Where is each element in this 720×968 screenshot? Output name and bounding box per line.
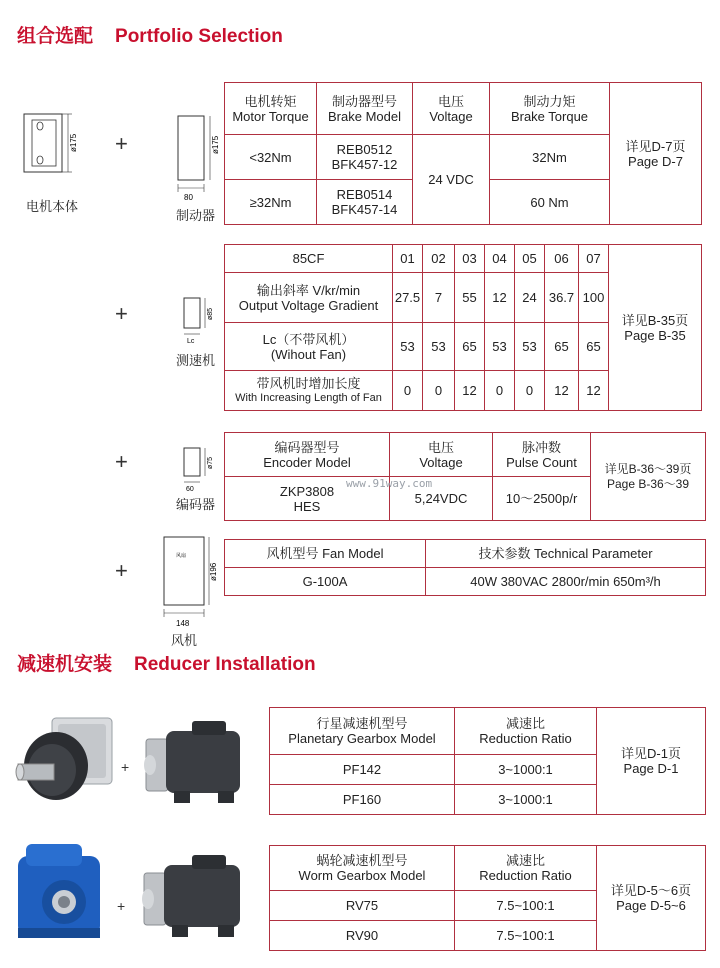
table-cell: 27.5 bbox=[393, 273, 423, 323]
tacho-drawing bbox=[178, 294, 218, 344]
planetary-gearbox-image bbox=[14, 714, 119, 814]
tacho-page-ref: 详见B-35页 Page B-35 bbox=[609, 245, 702, 411]
fan-table bbox=[224, 539, 706, 596]
table-cell: PF160 bbox=[270, 785, 455, 815]
table-cell: 0 bbox=[393, 371, 423, 411]
table-cell: 07 bbox=[579, 245, 609, 273]
watermark: www.91way.com bbox=[346, 477, 433, 490]
brake-header-voltage: 电压 Voltage bbox=[413, 83, 490, 135]
encoder-drawing bbox=[178, 444, 218, 492]
table-cell: 53 bbox=[515, 323, 545, 371]
table-cell: 0 bbox=[423, 371, 455, 411]
table-cell: 100 bbox=[579, 273, 609, 323]
table-cell: 05 bbox=[515, 245, 545, 273]
table-cell: 7.5~100:1 bbox=[455, 891, 597, 921]
table-cell: 24 bbox=[515, 273, 545, 323]
table-cell: <32Nm bbox=[225, 135, 317, 180]
plus-sign: + bbox=[121, 759, 130, 775]
planetary-table bbox=[269, 707, 706, 815]
tacho-lc-label: Lc（不带风机） (Wihout Fan) bbox=[225, 323, 393, 371]
table-cell: G-100A bbox=[225, 568, 426, 596]
encoder-dim-w: 60 bbox=[186, 486, 194, 492]
table-cell: ZKP3808 HES bbox=[225, 477, 390, 521]
tacho-table bbox=[224, 244, 702, 411]
fan-header-model: 风机型号 Fan Model bbox=[225, 540, 426, 568]
planetary-header-ratio: 减速比 Reduction Ratio bbox=[455, 708, 597, 755]
table-cell: 7 bbox=[423, 273, 455, 323]
encoder-label: 编码器 bbox=[176, 497, 216, 512]
encoder-table bbox=[224, 432, 706, 521]
section-title-en: Reducer Installation bbox=[134, 654, 316, 675]
table-cell: 55 bbox=[455, 273, 485, 323]
plus-sign: + bbox=[115, 301, 128, 326]
table-cell: 01 bbox=[393, 245, 423, 273]
table-cell: REB0514 BFK457-14 bbox=[317, 180, 413, 225]
brake-header-torque: 电机转矩 Motor Torque bbox=[225, 83, 317, 135]
brake-header-model: 制动器型号 Brake Model bbox=[317, 83, 413, 135]
worm-header-ratio: 减速比 Reduction Ratio bbox=[455, 846, 597, 891]
plus-sign: + bbox=[115, 558, 128, 583]
fan-inner-text: 风扇 bbox=[176, 553, 187, 559]
worm-table bbox=[269, 845, 706, 951]
table-cell: 0 bbox=[485, 371, 515, 411]
table-cell: RV75 bbox=[270, 891, 455, 921]
planetary-header-model: 行星减速机型号 Planetary Gearbox Model bbox=[270, 708, 455, 755]
table-cell: 65 bbox=[545, 323, 579, 371]
section-title-cn: 组合选配 bbox=[17, 26, 94, 47]
tacho-dim-w: Lc bbox=[187, 338, 195, 344]
plus-sign: + bbox=[117, 898, 126, 914]
fan-label: 风机 bbox=[171, 633, 198, 648]
encoder-page-ref: 详见B-36～39页 Page B-36～39 bbox=[591, 433, 706, 521]
worm-gearbox-image bbox=[12, 840, 117, 950]
fan-dim-d: ø196 bbox=[209, 562, 218, 581]
section-title-en: Portfolio Selection bbox=[115, 26, 283, 47]
brake-dim-d: ø175 bbox=[211, 135, 220, 154]
plus-sign: + bbox=[115, 131, 128, 156]
tacho-dim-d: ø85 bbox=[207, 307, 214, 320]
brake-voltage: 24 VDC bbox=[413, 135, 490, 225]
motor-dim-text: ø175 bbox=[69, 133, 78, 152]
table-cell: 0 bbox=[515, 371, 545, 411]
table-cell: 12 bbox=[485, 273, 515, 323]
table-cell: ≥32Nm bbox=[225, 180, 317, 225]
tacho-label: 测速机 bbox=[176, 353, 216, 368]
brake-table bbox=[224, 82, 702, 225]
table-cell: 65 bbox=[579, 323, 609, 371]
motor-label: 电机本体 bbox=[26, 199, 79, 214]
table-cell: 06 bbox=[545, 245, 579, 273]
encoder-header-pulse: 脉冲数 Pulse Count bbox=[493, 433, 591, 477]
brake-label: 制动器 bbox=[176, 208, 216, 223]
encoder-dim-d: ø75 bbox=[207, 456, 214, 469]
fan-drawing bbox=[160, 533, 220, 628]
planetary-page-ref: 详见D-1页 Page D-1 bbox=[597, 708, 706, 815]
table-cell: 3~1000:1 bbox=[455, 755, 597, 785]
table-cell: 03 bbox=[455, 245, 485, 273]
table-cell: 65 bbox=[455, 323, 485, 371]
table-cell: PF142 bbox=[270, 755, 455, 785]
table-cell: REB0512 BFK457-12 bbox=[317, 135, 413, 180]
table-cell: 12 bbox=[455, 371, 485, 411]
table-cell: 3~1000:1 bbox=[455, 785, 597, 815]
table-cell: 10～2500p/r bbox=[493, 477, 591, 521]
motor-image bbox=[136, 851, 248, 943]
table-cell: 53 bbox=[393, 323, 423, 371]
worm-header-model: 蜗轮减速机型号 Worm Gearbox Model bbox=[270, 846, 455, 891]
brake-dim-w: 80 bbox=[184, 193, 193, 202]
tacho-fan-length-label: 带风机时增加长度 With Increasing Length of Fan bbox=[225, 371, 393, 411]
motor-image bbox=[138, 717, 248, 809]
table-cell: 12 bbox=[579, 371, 609, 411]
section-title-cn: 减速机安装 bbox=[17, 654, 113, 675]
fan-header-param: 技术参数 Technical Parameter bbox=[426, 540, 706, 568]
table-cell: 32Nm bbox=[490, 135, 610, 180]
table-cell: 53 bbox=[485, 323, 515, 371]
table-cell: 5,24VDC bbox=[390, 477, 493, 521]
table-cell: 7.5~100:1 bbox=[455, 921, 597, 951]
table-cell: 02 bbox=[423, 245, 455, 273]
tacho-model: 85CF bbox=[225, 245, 393, 273]
table-cell: 40W 380VAC 2800r/min 650m³/h bbox=[426, 568, 706, 596]
fan-dim-w: 148 bbox=[176, 619, 190, 628]
brake-drawing bbox=[172, 110, 222, 205]
table-cell: 12 bbox=[545, 371, 579, 411]
table-cell: 53 bbox=[423, 323, 455, 371]
motor-body-drawing bbox=[22, 112, 82, 182]
encoder-header-voltage: 电压 Voltage bbox=[390, 433, 493, 477]
brake-page-ref: 详见D-7页 Page D-7 bbox=[610, 83, 702, 225]
table-cell: 36.7 bbox=[545, 273, 579, 323]
worm-page-ref: 详见D-5～6页 Page D-5~6 bbox=[597, 846, 706, 951]
table-cell: 60 Nm bbox=[490, 180, 610, 225]
table-cell: RV90 bbox=[270, 921, 455, 951]
section-title-reducer bbox=[17, 649, 316, 676]
table-cell: 04 bbox=[485, 245, 515, 273]
section-title-portfolio bbox=[17, 21, 283, 48]
encoder-header-model: 编码器型号 Encoder Model bbox=[225, 433, 390, 477]
plus-sign: + bbox=[115, 449, 128, 474]
brake-header-brake-torque: 制动力矩 Brake Torque bbox=[490, 83, 610, 135]
tacho-gradient-label: 输出斜率 V/kr/min Output Voltage Gradient bbox=[225, 273, 393, 323]
